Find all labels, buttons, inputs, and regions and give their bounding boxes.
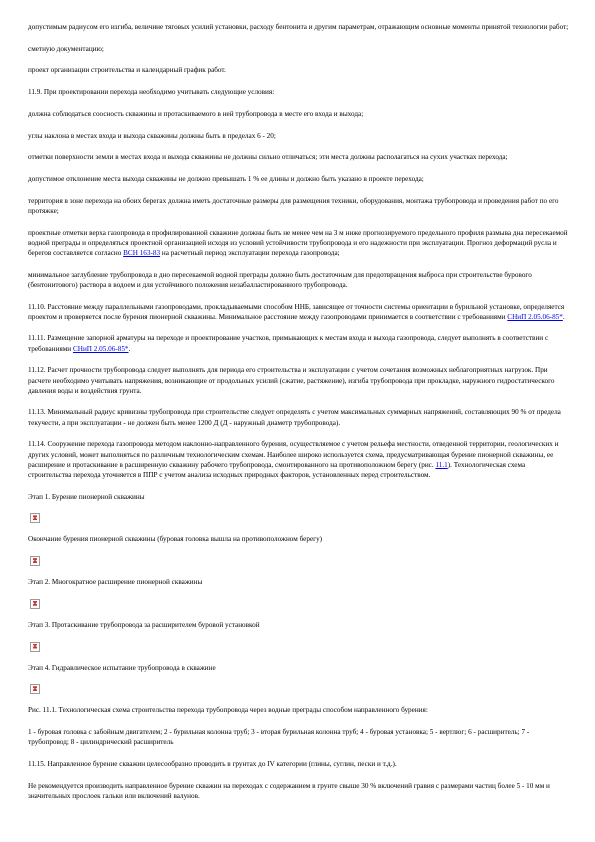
paragraph <box>28 333 569 353</box>
broken-image-icon <box>30 556 40 566</box>
paragraph <box>28 65 569 75</box>
paragraph-text: Этап 2. Многократное расширение пионерной скважины <box>28 578 203 587</box>
paragraph-text: . <box>128 344 131 353</box>
paragraph <box>28 439 569 480</box>
paragraph <box>28 196 569 216</box>
paragraph <box>28 759 569 769</box>
broken-image-icon <box>30 513 40 523</box>
paragraph-text: проектные отметки верха газопровода в профилированной скважине должны быть не менее чем на 3 м ниже прогнозируемого предельного профиля размыва дна пересекаемой водной преграды и определяться проектной организацией исходя из условий устойчивости трубопровода и его надежности при эксплуатации. Прогноз деформаций русла и берегов составляется согласно <box>28 228 568 257</box>
broken-image-icon <box>30 642 40 652</box>
paragraph-text: ). Технологическая схема строительства перехода уточняется в ППР с учетом анализа исходных природных факторов, установленных перед строительством. <box>28 460 526 479</box>
paragraph <box>28 87 569 97</box>
reference-link[interactable]: 11.1 <box>435 460 448 469</box>
paragraph-text: 11.14. Сооружение перехода газопровода методом наклонно-направленного бурения, осуществляемое с учетом рельефа местности, отведенной территории, геологических и других условий, может выполняться по различным технологическим схемам. Наиболее широко используется схема, предусматривающая бурение пионерной скважины, ее расширение и протаскивание в расширенную скважину рабочего трубопровода, смонтированного на противоположном берегу (рис. <box>28 440 559 469</box>
paragraph <box>28 727 569 747</box>
reference-link[interactable]: ВСН 163-83 <box>123 248 161 257</box>
paragraph <box>28 131 569 141</box>
paragraph <box>28 365 569 396</box>
paragraph-text: минимальное заглубление трубопровода в дно пересекаемой водной преграды должно быть достаточным для предотвращения выброса при строительстве бурового (бентонитового) раствора в водоем и для устойчивого положения незабалластированного трубопровода. <box>28 270 532 289</box>
paragraph <box>28 577 569 587</box>
paragraph <box>28 152 569 162</box>
paragraph-text: Этап 3. Протаскивание трубопровода за расширителем буровой установкой <box>28 620 260 629</box>
paragraph <box>28 22 569 32</box>
paragraph-text: отметки поверхности земли в местах входа и выхода скважины не должны сильно отличаться; эти места должны располагаться на сухих участках перехода; <box>28 153 508 162</box>
paragraph-text: 11.10. Расстояние между параллельными газопроводами, прокладываемыми способом ННБ, зависящее от точности системы ориентации в бурильной установке, определяется проектом и проверяется после бурения пионерной скважины. Минимальное расстояние между газопроводами принимается в соответствии с требованиями <box>28 302 565 321</box>
paragraph-text: 11.12. Расчет прочности трубопровода следует выполнять для периода его строительства и эксплуатации с учетом сочетания возможных неблагоприятных нагрузок. При расчете необходимо учитывать напряжения, возникающие от продольных усилий (сжатие, растяжение), изгиба трубопровода при прокладке, наружного гидростатического давления воды и воздействия грунта. <box>28 366 555 395</box>
paragraph <box>28 228 569 259</box>
paragraph-text: 11.9. При проектировании перехода необходимо учитывать следующие условия: <box>28 88 275 97</box>
paragraph-text: 11.15. Направленное бурение скважин целесообразно проводить в грунтах до IV категории (глины, суглин, пески и т.д.). <box>28 759 397 768</box>
broken-image-icon <box>30 684 40 694</box>
paragraph-text: Этап 4. Гидравлическое испытание трубопровода в скважине <box>28 663 216 672</box>
reference-link[interactable]: СНиП 2.05.06-85* <box>72 344 129 353</box>
paragraph <box>28 705 569 715</box>
broken-image-icon <box>30 599 40 609</box>
paragraph-text: . <box>562 312 565 321</box>
paragraph <box>28 781 569 801</box>
paragraph <box>28 534 569 544</box>
paragraph-text: Окончание бурения пионерной скважины (буровая головка вышла на противоположном берегу) <box>28 535 323 544</box>
paragraph <box>28 620 569 630</box>
paragraph-text: сметную документацию; <box>28 44 104 53</box>
paragraph <box>28 44 569 54</box>
paragraph-text: на расчетный период эксплуатации перехода газопровода; <box>160 248 340 257</box>
paragraph-text: 11.11. Размещение запорной арматуры на переходе и проектирование участков, примыкающих к местам входа и выхода газопровода, следует выполнять в соответствии с требованиями <box>28 334 549 353</box>
paragraph <box>28 270 569 290</box>
paragraph <box>28 663 569 673</box>
paragraph-text: Не рекомендуется производить направленное бурение скважин на переходах с содержанием в грунте свыше 30 % включений гравия с размерами частиц более 5 - 10 мм и значительных прослоек гальки или включений валунов. <box>28 781 550 800</box>
paragraph <box>28 174 569 184</box>
reference-link[interactable]: СНиП 2.05.06-85* <box>507 312 563 321</box>
paragraph <box>28 302 569 322</box>
paragraph <box>28 109 569 119</box>
paragraph-text: Этап 1. Бурение пионерной скважины <box>28 492 145 501</box>
paragraph-text: должна соблюдаться соосность скважины и протаскиваемого в ней трубопровода в месте его входа и выхода; <box>28 109 364 118</box>
paragraph-text: Рис. 11.1. Технологическая схема строительства перехода трубопровода через водные преграды способом направленного бурения: <box>28 706 428 715</box>
paragraph <box>28 407 569 427</box>
paragraph-text: углы наклона в местах входа и выхода скважины должны быть в пределах 6 - 20; <box>28 131 276 140</box>
paragraph-text: проект организации строительства и календарный график работ. <box>28 66 226 75</box>
paragraph <box>28 492 569 502</box>
paragraph-text: 1 - буровая головка с забойным двигателем; 2 - бурильная колонна труб; 3 - вторая бурильная колонна труб; 4 - буровая установка; 5 - вертлюг; 6 - расширитель; 7 - трубопровод; 8 - цилиндрический расширитель <box>28 727 530 747</box>
paragraph-text: 11.13. Минимальный радиус кривизны трубопровода при строительстве следует определять с учетом максимальных суммарных напряжений, составляющих 90 % от предела текучести, а при эксплуатации - не должен быть менее 1200 Д (Д - наружный диаметр трубопровода). <box>28 408 561 427</box>
paragraph-text: допустимое отклонение места выхода скважины не должно превышать 1 % ее длины и должно быть указано в проекте перехода; <box>28 174 424 183</box>
paragraph-text: территория в зоне перехода на обоих берегах должна иметь достаточные размеры для размещения техники, оборудования, монтажа трубопровода и проведения работ по его протяжке; <box>28 196 559 215</box>
paragraph-text: допустимым радиусом его изгиба, величине тяговых усилий установки, расходу бентонита и другим параметрам, отражающим основные моменты принятой технологии работ; <box>28 23 569 31</box>
